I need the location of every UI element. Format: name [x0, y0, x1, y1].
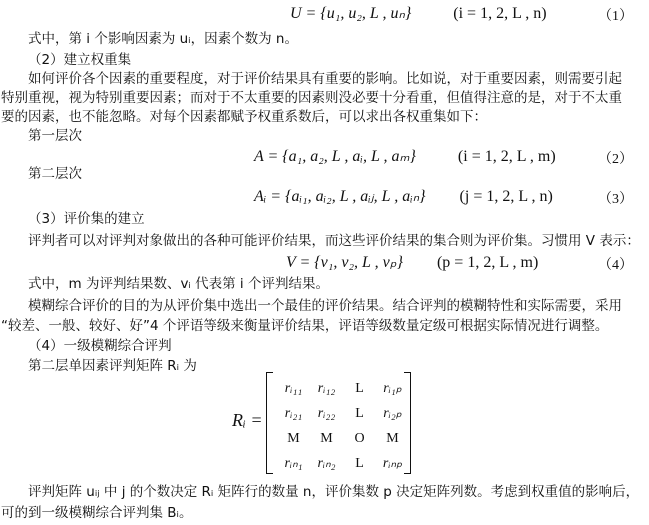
matrix-cell: rᵢ₁₂ — [317, 380, 336, 396]
matrix-cell: M — [320, 430, 333, 446]
equation-3-condition: (j = 1, 2, L , n) — [459, 188, 553, 205]
equation-4-condition: (p = 1, 2, L , m) — [436, 254, 539, 271]
matrix-cell: rᵢ₁₁ — [284, 380, 303, 396]
matrix-row — [278, 452, 408, 475]
matrix-cell: rᵢ₂₁ — [284, 405, 303, 421]
equation-1 — [290, 3, 547, 23]
section-heading: （2）建立权重集 — [28, 52, 132, 68]
equation-3-body: Aᵢ = {aᵢ₁, aᵢ₂, L , aᵢⱼ, L , aᵢₙ} — [254, 188, 426, 205]
equation-1-number: （1） — [598, 9, 633, 24]
matrix-cell: rᵢₙ₂ — [317, 456, 336, 471]
matrix-cell: rᵢ₂₂ — [317, 405, 336, 421]
section-heading: （3）评价集的建立 — [28, 211, 145, 227]
equation-2-body: A = {a₁, a₂, L , aᵢ, L , aₘ} — [254, 148, 416, 165]
matrix-row — [278, 427, 408, 450]
matrix-row — [278, 377, 408, 400]
equation-3 — [254, 186, 553, 206]
matrix-table — [276, 375, 410, 477]
matrix-cell: rᵢ₂ₚ — [383, 406, 402, 421]
matrix-cell: rᵢₙ₁ — [284, 456, 303, 471]
equation-1-body: U = {u₁, u₂, L , uₙ} — [290, 5, 412, 22]
paragraph-line: 特别重视，视为特别重要因素；而对于不太重要的因素则没必要十分看重，但值得注意的是，对于不太重 — [1, 90, 622, 106]
paragraph-line: 评判者可以对评判对象做出的各种可能评价结果，而这些评价结果的集合则为评价集。习惯用 V 表示： — [28, 233, 640, 249]
matrix-r — [232, 372, 412, 472]
matrix-right-bracket — [404, 372, 411, 474]
matrix-cell: L — [355, 380, 364, 396]
equation-1-condition: (i = 1, 2, L , n) — [453, 5, 547, 22]
matrix-row — [278, 402, 408, 425]
text-line: 第二层单因素评判矩阵 Rᵢ 为 — [28, 358, 197, 374]
matrix-cell: L — [355, 455, 364, 471]
matrix-cell: O — [354, 430, 365, 446]
paragraph-line: 可的到一级模糊综合评判集 Bᵢ。 — [1, 505, 193, 521]
equation-3-number: （3） — [598, 192, 633, 207]
paragraph-line: 如何评价各个因素的重要程度，对于评价结果具有重要的影响。比如说，对于重要因素，则需要引起 — [28, 71, 622, 87]
level-heading: 第二层次 — [28, 166, 82, 182]
equation-4 — [286, 252, 538, 272]
equation-2 — [254, 146, 556, 166]
equation-4-number: （4） — [598, 258, 633, 273]
paragraph-line: 评判矩阵 uᵢⱼ 中 j 的个数决定 Rᵢ 矩阵行的数量 n，评价集数 p 决定矩阵列数。考虑到权重值的影响后， — [28, 484, 640, 500]
matrix-left-bracket — [266, 372, 273, 474]
matrix-cell: rᵢ₁ₚ — [383, 381, 402, 396]
text-line: 式中，m 为评判结果数、vᵢ 代表第 i 个评判结果。 — [28, 276, 329, 292]
paragraph-line: “较差、一般、较好、好”4 个评语等级来衡量评价结果，评语等级数量定级可根据实际情况进行调整。 — [1, 318, 609, 334]
matrix-cell: rᵢₙₚ — [382, 456, 403, 471]
matrix-cell: M — [386, 430, 399, 446]
text-line: 式中，第 i 个影响因素为 uᵢ，因素个数为 n。 — [28, 31, 298, 47]
section-heading: （4）一级模糊综合评判 — [28, 338, 172, 354]
matrix-cell: M — [287, 430, 300, 446]
matrix-cell: L — [355, 405, 364, 421]
matrix-label: Rᵢ = — [232, 410, 263, 430]
paragraph-line: 模糊综合评价的目的为从评价集中选出一个最佳的评价结果。结合评判的模糊特性和实际需要，采用 — [28, 298, 622, 314]
equation-2-number: （2） — [598, 152, 633, 167]
equation-2-condition: (i = 1, 2, L , m) — [457, 148, 556, 165]
equation-4-body: V = {v₁, v₂, L , vₚ} — [286, 254, 403, 271]
paragraph-line: 要的因素，也不能忽略。对每个因素都赋予权重系数后，可以求出各权重集如下： — [1, 109, 487, 125]
level-heading: 第一层次 — [28, 128, 82, 144]
